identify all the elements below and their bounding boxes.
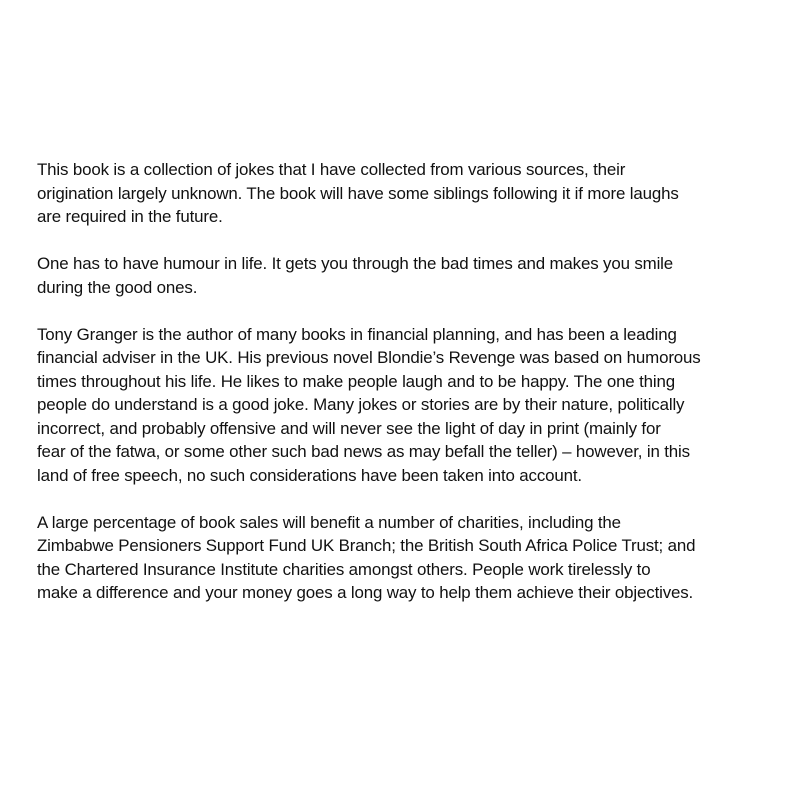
text-line: incorrect, and probably offensive and will never see the light of day in print (mainly for (37, 418, 661, 438)
text-line: land of free speech, no such considerations have been taken into account. (37, 465, 582, 485)
text-line: times throughout his life. He likes to make people laugh and to be happy. The one thing (37, 371, 675, 391)
text-line: fear of the fatwa, or some other such bad news as may befall the teller) – however, in this (37, 442, 690, 461)
text-line: are required in the future. (37, 207, 223, 226)
text-line: make a difference and your money goes a long way to help them achieve their objectives. (37, 583, 694, 602)
text-line: This book is a collection of jokes that I have collected from various sources, their (37, 160, 626, 179)
text-line: Zimbabwe Pensioners Support Fund UK Branch; the British South Africa Police Trust; and (37, 536, 696, 555)
text-line: during the good ones. (37, 277, 198, 297)
paragraph-charities (37, 511, 777, 605)
text-line: One has to have humour in life. It gets you through the bad times and makes you smile (37, 254, 674, 273)
paragraph-intro (37, 158, 777, 229)
text-line: people do understand is a good joke. Many jokes or stories are by their nature, politically (37, 395, 685, 414)
text-line: the Chartered Insurance Institute charities amongst others. People work tirelessly to (37, 559, 651, 579)
paragraph-humour (37, 252, 777, 299)
paragraph-author (37, 323, 777, 488)
text-line: financial adviser in the UK. His previous novel Blondie’s Revenge was based on humorous (37, 348, 701, 367)
text-line: Tony Granger is the author of many books in financial planning, and has been a leading (37, 324, 677, 344)
text-line: origination largely unknown. The book will have some siblings following it if more laughs (37, 183, 679, 203)
text-line: A large percentage of book sales will benefit a number of charities, including the (37, 512, 621, 532)
book-description-text (37, 158, 777, 628)
